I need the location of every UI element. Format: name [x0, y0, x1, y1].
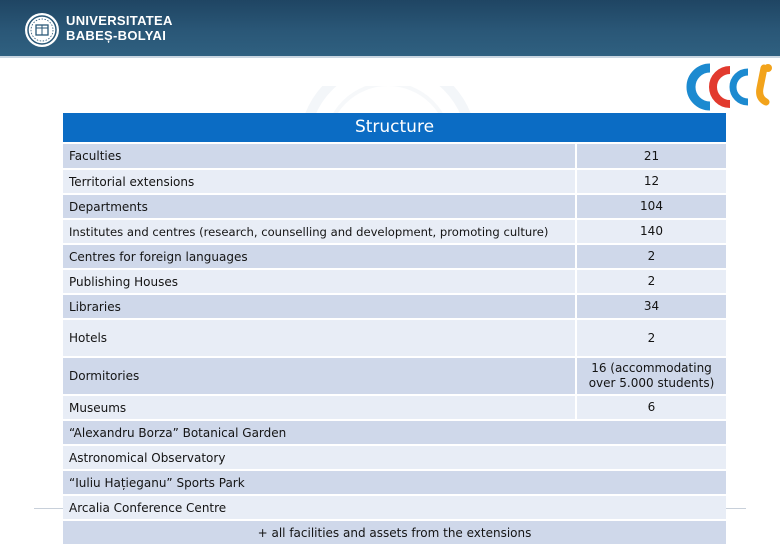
row-label: Institutes and centres (research, counselling and development, promoting culture)	[63, 219, 576, 244]
row-value: 34	[576, 294, 726, 319]
university-name-line2: BABEȘ-BOLYAI	[66, 28, 167, 43]
table-row	[63, 357, 726, 395]
row-value-line1: 16 (accommodating	[591, 361, 712, 375]
row-value: 21	[576, 144, 726, 169]
table-row	[63, 269, 726, 294]
header-divider	[0, 56, 780, 58]
university-name	[66, 13, 173, 43]
full-row-label: “Alexandru Borza” Botanical Garden	[63, 420, 726, 445]
row-label: Territorial extensions	[63, 169, 576, 194]
table-row	[63, 495, 726, 520]
row-value-line2: over 5.000 students)	[588, 376, 715, 390]
table-row	[63, 219, 726, 244]
table-row	[63, 244, 726, 269]
table-row	[63, 194, 726, 219]
university-name-line1: UNIVERSITATEA	[66, 13, 173, 28]
row-value: 140	[576, 219, 726, 244]
row-value: 104	[576, 194, 726, 219]
row-label: Faculties	[63, 144, 576, 169]
row-value: 6	[576, 395, 726, 420]
table-footer-row	[63, 520, 726, 545]
table-row	[63, 470, 726, 495]
structure-table	[63, 144, 726, 546]
table-row	[63, 319, 726, 357]
decorative-line-left	[34, 508, 64, 509]
row-value: 2	[576, 319, 726, 357]
table-row	[63, 294, 726, 319]
decorative-line-right	[726, 508, 746, 509]
row-label: Museums	[63, 395, 576, 420]
full-row-label: Astronomical Observatory	[63, 445, 726, 470]
row-label: Dormitories	[63, 357, 576, 395]
table-row	[63, 169, 726, 194]
row-label: Centres for foreign languages	[63, 244, 576, 269]
structure-table-panel	[63, 113, 726, 543]
table-title: Structure	[63, 113, 726, 142]
row-value	[576, 357, 726, 395]
row-label: Hotels	[63, 319, 576, 357]
table-row	[63, 144, 726, 169]
table-footer: + all facilities and assets from the extensions	[63, 520, 726, 545]
full-row-label: “Iuliu Hațieganu” Sports Park	[63, 470, 726, 495]
full-row-label: Arcalia Conference Centre	[63, 495, 726, 520]
row-value: 2	[576, 244, 726, 269]
table-row	[63, 445, 726, 470]
row-label: Libraries	[63, 294, 576, 319]
table-row	[63, 395, 726, 420]
row-label: Departments	[63, 194, 576, 219]
table-row	[63, 420, 726, 445]
university-seal-icon	[24, 12, 60, 48]
ccc-logo-icon	[686, 60, 778, 114]
header-bar	[0, 0, 780, 56]
row-label: Publishing Houses	[63, 269, 576, 294]
row-value: 12	[576, 169, 726, 194]
row-value: 2	[576, 269, 726, 294]
